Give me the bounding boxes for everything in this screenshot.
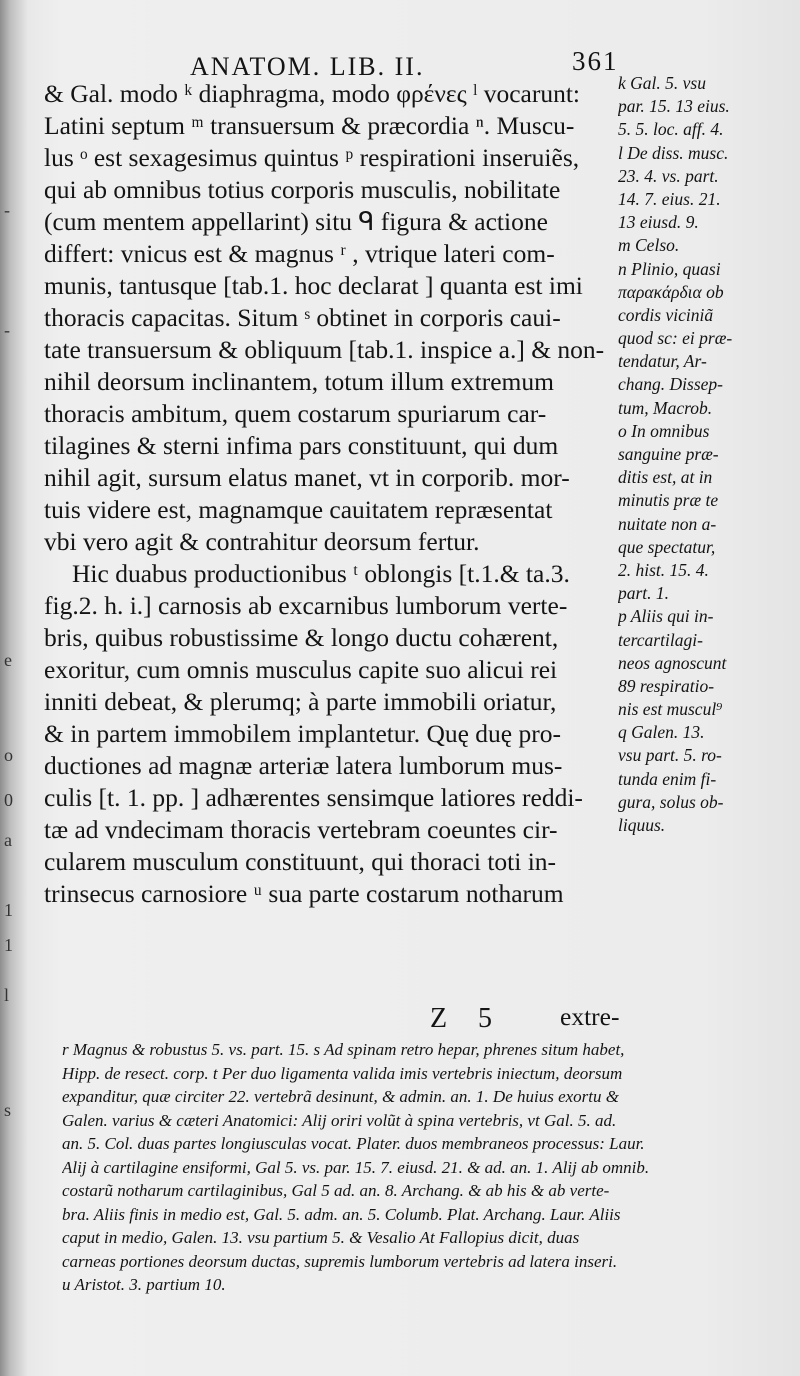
footnote-line: an. 5. Col. duas partes longiusculas vocat. Plater. duos membraneos processus: Laur.: [62, 1134, 645, 1153]
side-note-line: neos agnoscunt: [618, 652, 727, 673]
side-note-line: tunda enim fi-: [618, 768, 717, 789]
text-line: cularem musculum constituunt, qui thoraci toti in-: [44, 847, 557, 876]
text-line: tilagines & sterni infima pars constituunt, qui dum: [44, 431, 559, 460]
side-note-line: o In omnibus: [618, 420, 710, 441]
text-line: bris, quibus robustissime & longo ductu cohærent,: [44, 623, 559, 652]
side-note-line: minutis præ te: [618, 490, 719, 511]
side-note-line: l De diss. musc.: [618, 142, 729, 163]
gutter-fragments: [0, 0, 26, 1376]
side-note-line: tum, Macrob.: [618, 397, 713, 418]
gutter-fragment: e: [4, 650, 12, 670]
side-note-line: gura, solus ob-: [618, 791, 724, 812]
gutter-fragment: a: [4, 830, 12, 850]
footnote-line: caput in medio, Galen. 13. vsu partium 5. & Vesalio At Fallopius dicit, duas: [62, 1228, 580, 1247]
text-line: & Gal. modo ᵏ diaphragma, modo φρένες ˡ vocarunt:: [44, 79, 580, 108]
side-note-line: k Gal. 5. vsu: [618, 73, 706, 93]
side-note-line: nuitate non a-: [618, 513, 717, 534]
side-note-line: quod sc: ei præ-: [618, 328, 733, 349]
text-line: culis [t. 1. pp. ] adhærentes sensimque latiores reddi-: [44, 783, 583, 812]
footnote-line: costarũ notharum cartilaginibus, Gal 5 ad. an. 8. Archang. & ab his & ab verte-: [62, 1181, 610, 1200]
text-line: Latini septum ᵐ transuersum & præcordia ⁿ. Muscu-: [44, 111, 575, 140]
footnotes-block: [62, 1038, 798, 1297]
gutter-fragment: o: [4, 745, 13, 765]
side-note-line: liquus.: [618, 815, 666, 835]
page-number: 361: [572, 46, 619, 76]
main-text-block: [44, 78, 636, 910]
paragraph-start-line: Hic duabus productionibus ᵗ oblongis [t.1.& ta.3.: [72, 559, 570, 588]
text-line: & in partem immobilem implantetur. Quę duę pro-: [44, 719, 561, 748]
side-note-line: 23. 4. vs. part.: [618, 165, 719, 186]
footnote-line: Alij à cartilagine ensiformi, Gal 5. vs. par. 15. 7. eiusd. 21. & ad. an. 1. Alij ab omnib.: [62, 1157, 650, 1177]
footnote-line: r Magnus & robustus 5. vs. part. 15. s Ad spinam retro hepar, phrenes situm habet,: [62, 1040, 625, 1059]
marginal-notes: [618, 72, 796, 837]
footnote-line: Galen. varius & cæteri Anatomici: Alij oriri volũt à spina vertebris, vt Gal. 5. ad.: [62, 1110, 617, 1130]
text-line: munis, tantusque [tab.1. hoc declarat ] quanta est imi: [44, 271, 583, 300]
side-note-line: sanguine præ-: [618, 444, 719, 464]
footnote-line: carneas portiones deorsum ductas, supremis lumborum vertebris ad latera inseri.: [62, 1251, 618, 1271]
footnote-line: Hipp. de resect. corp. t Per duo ligamenta valida imis vertebris iniectum, deorsum: [62, 1063, 623, 1083]
signature-number: 5: [478, 1003, 492, 1034]
text-line: ductiones ad magnæ arteriæ latera lumborum mus-: [44, 751, 563, 780]
gutter-fragment: 1: [4, 900, 13, 920]
text-line: trinsecus carnosiore ᵘ sua parte costarum notharum: [44, 879, 564, 908]
text-line: thoracis ambitum, quem costarum spuriarum car-: [44, 399, 547, 428]
gutter-fragment: 1: [4, 935, 13, 955]
text-line: exoritur, cum omnis musculus capite suo alicui rei: [44, 655, 558, 684]
footnote-line: bra. Aliis finis in medio est, Gal. 5. adm. an. 5. Columb. Plat. Archang. Laur. Aliis: [62, 1204, 621, 1224]
text-line: lus ᵒ est sexagesimus quintus ᵖ respirationi inseruiẽs,: [44, 143, 580, 172]
side-note-line: m Celso.: [618, 235, 680, 256]
side-note-line: vsu part. 5. ro-: [618, 745, 722, 766]
footnote-line: u Aristot. 3. partium 10.: [62, 1275, 226, 1294]
gutter-fragment: s: [4, 1100, 12, 1120]
text-line: fig.2. h. i.] carnosis ab excarnibus lumborum verte-: [44, 591, 568, 620]
side-note-line: 2. hist. 15. 4.: [618, 559, 709, 580]
text-line: (cum mentem appellarint) situ ᑫ figura & actione: [44, 207, 548, 236]
side-note-line: 5. 5. loc. aff. 4.: [618, 119, 724, 140]
text-line: nihil agit, sursum elatus manet, vt in corporib. mor-: [44, 463, 570, 492]
side-note-line: tendatur, Ar-: [618, 351, 707, 372]
text-line: tate transuersum & obliquum [tab.1. inspice a.] & non-: [44, 335, 605, 364]
text-line: thoracis capacitas. Situm ˢ obtinet in corporis caui-: [44, 303, 561, 332]
side-note-line: 89 respiratio-: [618, 675, 715, 696]
signature-letter: Z: [430, 1003, 448, 1034]
side-note-line: cordis viciniã: [618, 304, 714, 325]
text-line: qui ab omnibus totius corporis musculis, nobilitate: [44, 175, 561, 204]
gutter-fragment: -: [4, 200, 10, 220]
side-note-line: que spectatur,: [618, 536, 716, 557]
side-note-line: q Galen. 13.: [618, 722, 705, 743]
gutter-fragment: l: [4, 985, 10, 1005]
side-note-line: tercartilagi-: [618, 629, 703, 650]
side-note-line: 13 eiusd. 9.: [618, 212, 699, 233]
footnote-line: expanditur, quæ circiter 22. vertebrã desinunt, & admin. an. 1. De huius exortu &: [62, 1087, 619, 1106]
text-line: inniti debeat, & plerumq; à parte immobili oriatur,: [44, 687, 557, 716]
text-line: tæ ad vndecimam thoracis vertebram coeuntes cir-: [44, 815, 558, 844]
side-note-line: 14. 7. eius. 21.: [618, 188, 721, 209]
text-line: tuis videre est, magnamque cauitatem repræsentat: [44, 495, 553, 524]
side-note-line: ditis est, at in: [618, 467, 713, 488]
side-note-line: nis est muscul⁹: [618, 699, 723, 720]
text-line: differt: vnicus est & magnus ʳ , vtrique lateri com-: [44, 239, 555, 268]
side-note-line: παρακάρδια ob: [618, 281, 724, 302]
catchword: extre-: [560, 1002, 620, 1031]
side-note-line: part. 1.: [618, 583, 670, 604]
side-note-line: chang. Dissep-: [618, 374, 723, 395]
gutter-fragment: 0: [4, 790, 13, 810]
side-note-line: n Plinio, quasi: [618, 258, 721, 279]
text-line: nihil deorsum inclinantem, totum illum extremum: [44, 367, 554, 396]
text-line: vbi vero agit & contrahitur deorsum fertur.: [44, 527, 480, 556]
side-note-line: p Aliis qui in-: [618, 606, 714, 627]
side-note-line: par. 15. 13 eius.: [618, 96, 730, 117]
running-title: ANATOM. LIB. II.: [190, 52, 425, 81]
gutter-fragment: -: [4, 320, 10, 340]
